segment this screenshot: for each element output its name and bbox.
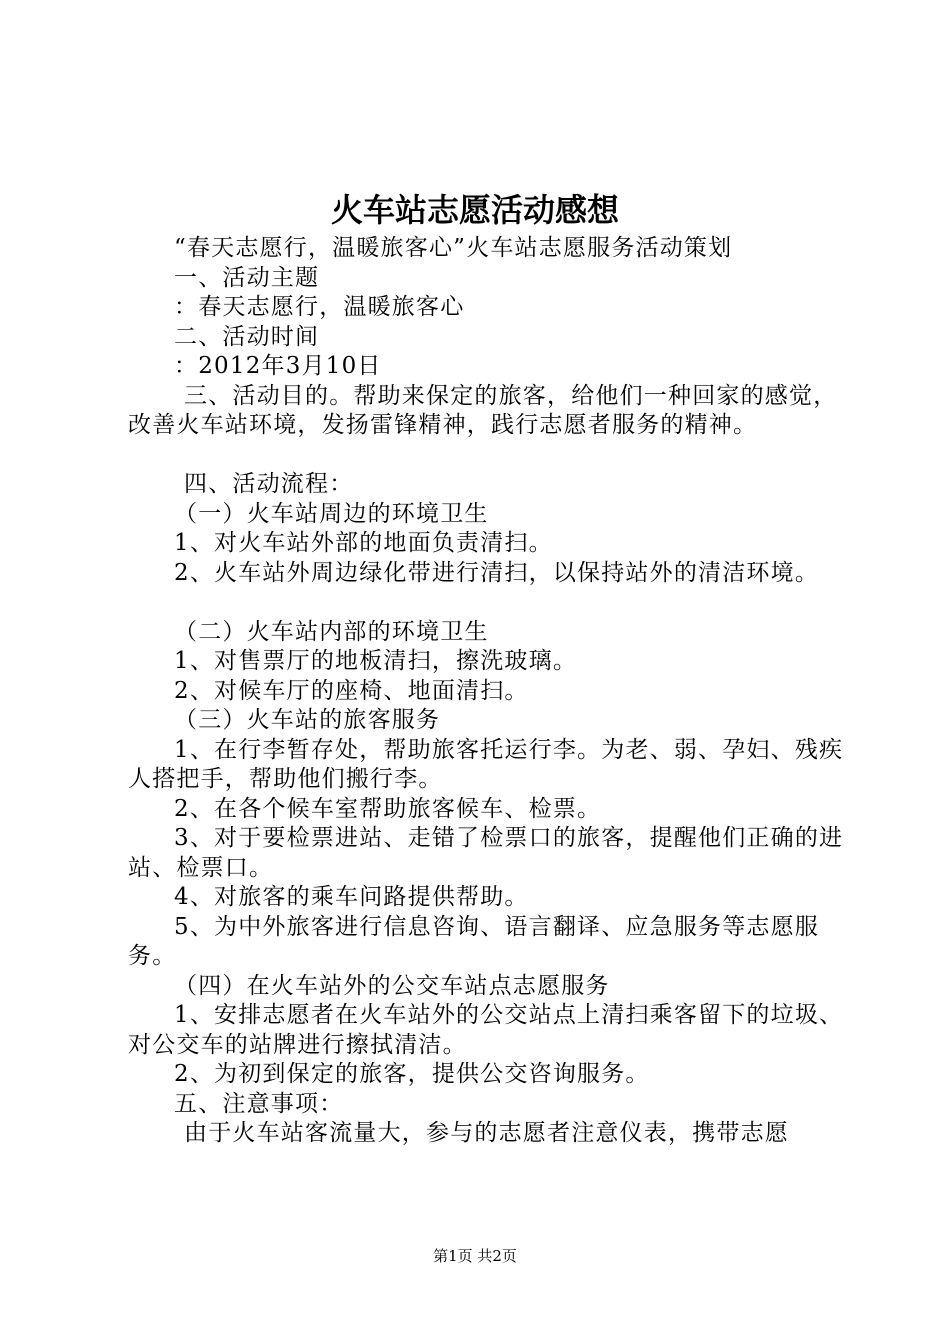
blank-line [128,588,848,618]
paragraph-item: 5、为中外旅客进行信息咨询、语言翻译、应急服务等志愿服务。 [128,913,820,969]
paragraph-heading-process: 四、活动流程： [184,471,354,497]
document-body [128,234,848,1149]
paragraph-item: 2、为初到保定的旅客，提供公交咨询服务。 [174,1061,650,1087]
paragraph-purpose: 三、活动目的。帮助来保定的旅客，给他们一种回家的感觉，改善火车站环境，发扬雷锋精神，践行志愿者服务的精神。 [128,382,838,438]
paragraph-section-1: （一）火车站周边的环境卫生 [174,500,489,527]
paragraph-heading-time: 二、活动时间 [174,323,320,350]
document-title: 火车站志愿活动感想 [330,191,619,229]
paragraph-time-value: ：2012年3月10日 [174,353,382,379]
paragraph-item: 1、安排志愿者在火车站外的公交站点上清扫乘客留下的垃圾、对公交车的站牌进行擦拭清洁。 [128,1002,844,1058]
page-number-footer: 第1页 共2页 [433,1247,517,1265]
paragraph-item: 1、对火车站外部的地面负责清扫。 [174,530,553,556]
paragraph-item: 1、在行李暂存处，帮助旅客托运行李。为老、弱、孕妇、残疾人搭把手，帮助他们搬行李。 [128,736,844,792]
paragraph-section-3: （三）火车站的旅客服务 [174,707,441,733]
paragraph-plan-title: “春天志愿行，温暖旅客心”火车站志愿服务活动策划 [174,235,733,261]
paragraph-theme-value: ：春天志愿行，温暖旅客心 [174,294,465,320]
paragraph-item: 4、对旅客的乘车问路提供帮助。 [174,884,529,910]
paragraph-notes-body: 由于火车站客流量大，参与的志愿者注意仪表，携带志愿 [184,1120,789,1146]
paragraph-section-2: （二）火车站内部的环境卫生 [174,618,489,645]
blank-line [128,441,848,471]
paragraph-item: 1、对售票厅的地板清扫，擦洗玻璃。 [174,648,578,674]
paragraph-heading-theme: 一、活动主题 [174,264,320,291]
paragraph-item: 2、火车站外周边绿化带进行清扫，以保持站外的清洁环境。 [174,559,820,586]
paragraph-heading-notes: 五、注意事项： [174,1090,344,1117]
paragraph-item: 2、在各个候车室帮助旅客候车、检票。 [174,795,602,822]
paragraph-section-4: （四）在火车站外的公交车站点志愿服务 [174,972,610,999]
paragraph-item: 2、对候车厅的座椅、地面清扫。 [174,677,529,704]
paragraph-item: 3、对于要检票进站、走错了检票口的旅客，提醒他们正确的进站、检票口。 [128,825,844,881]
